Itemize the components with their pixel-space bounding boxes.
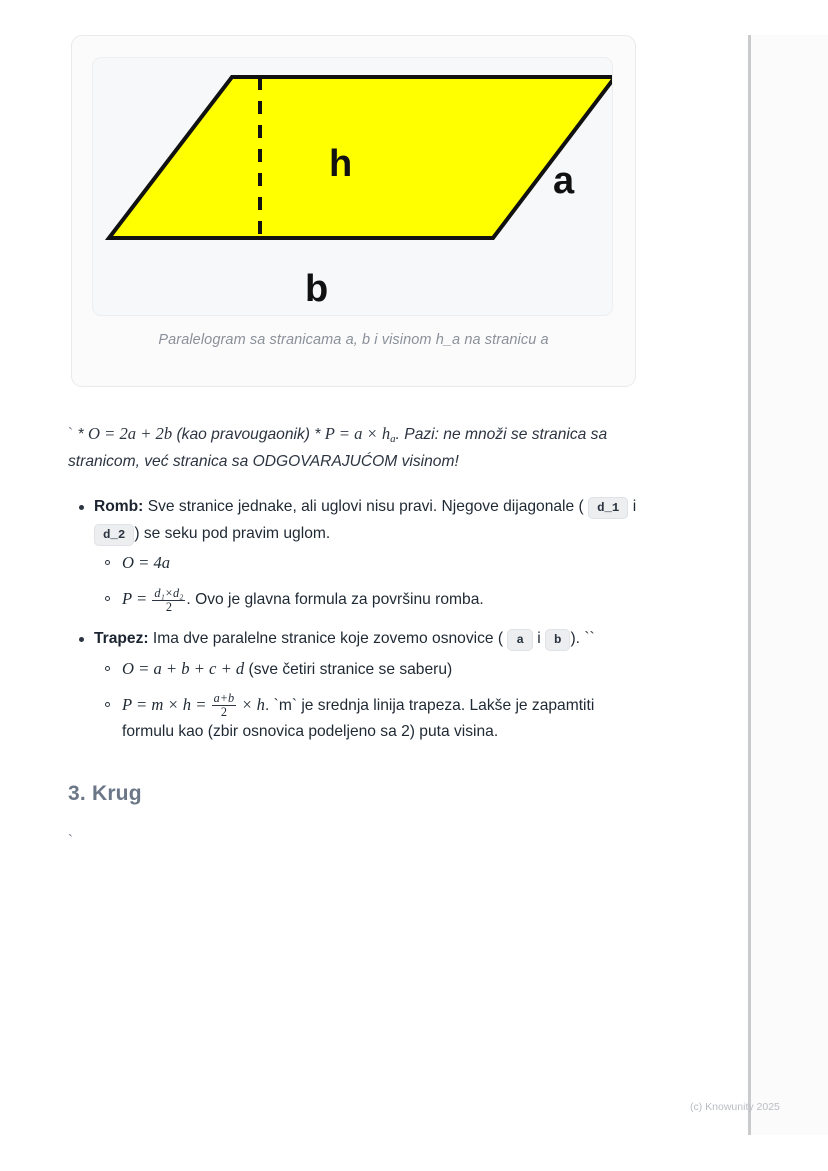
- trapez-label: Trapez:: [94, 629, 149, 647]
- shape-list: [68, 494, 646, 747]
- list-item-trapez: [68, 626, 646, 746]
- section-heading-krug: 3. Krug: [68, 782, 142, 806]
- intro-star-2: *: [314, 426, 321, 443]
- intro-note-rectangle: (kao pravougaonik): [176, 426, 310, 443]
- label-h: h: [329, 143, 353, 185]
- trapez-area-denominator: 2: [212, 705, 237, 719]
- chip-d2: d_2: [94, 524, 134, 546]
- romb-formula-area: [94, 585, 646, 614]
- romb-area-lhs: P =: [122, 589, 148, 609]
- figure-caption: Paralelogram sa stranicama a, b i visinom h_a na stranicu a: [158, 332, 549, 348]
- parallelogram-diagram: [93, 58, 612, 315]
- romb-area-math: [122, 585, 186, 614]
- romb-area-note: . Ovo je glavna formula za površinu romba.: [186, 591, 484, 609]
- figure-card: [71, 35, 636, 387]
- romb-area-denominator: 2: [152, 600, 185, 614]
- romb-text-before: Sve stranice jednake, ali uglovi nisu pravi. Njegove dijagonale (: [143, 497, 584, 515]
- right-scroll-rail[interactable]: [748, 35, 828, 1135]
- trapez-area-fraction: [212, 692, 237, 719]
- trapez-text-before: Ima dve paralelne stranice koje zovemo osnovice (: [148, 629, 504, 647]
- romb-formula-perimeter: [94, 549, 646, 578]
- intro-formula-area: $P = a \times h_a$: [324, 424, 396, 446]
- trapez-perimeter-note: (sve četiri stranice se saberu): [244, 660, 453, 678]
- parallelogram-shape: [109, 77, 612, 238]
- trapez-area-lhs: P = m × h =: [122, 694, 207, 714]
- chip-b: b: [545, 629, 570, 651]
- intro-backtick: `: [68, 426, 74, 443]
- romb-chip-separator: i: [632, 497, 637, 515]
- chip-a: a: [507, 629, 532, 651]
- trapez-area-numerator: a+b: [213, 690, 235, 705]
- figure-image-frame: [92, 57, 613, 316]
- trapez-perimeter-math: O = a + b + c + d: [122, 658, 245, 678]
- trapez-chip-separator: i: [537, 629, 541, 647]
- prose-body: [68, 420, 646, 854]
- label-b: b: [305, 268, 329, 310]
- romb-text-after: ) se seku pod pravim uglom.: [134, 524, 331, 542]
- romb-label: Romb:: [94, 497, 144, 515]
- intro-warning: . Pazi: ne množi se stranica sa stranicom, već stranica sa ODGOVARAJUĆOM visinom!: [68, 426, 608, 470]
- intro-formula-perimeter: O = 2a + 2b: [87, 424, 173, 443]
- intro-paragraph: [68, 420, 646, 476]
- intro-formula-area-subscript: a: [390, 433, 396, 446]
- trapez-area-rhs: × h: [241, 694, 265, 714]
- chip-d1: d_1: [588, 497, 628, 519]
- trapez-area-note: . `m` je srednja linija trapeza. Lakše je zapamtiti formulu kao (zbir osnovica podeljeno sa 2) puta visina.: [122, 696, 595, 741]
- romb-perimeter-math: O = 4a: [122, 553, 171, 573]
- trailing-backtick: `: [68, 832, 73, 850]
- footer-copyright: (c) Knowunity 2025: [690, 1101, 780, 1113]
- romb-formula-list: [94, 549, 646, 614]
- list-item-romb: [68, 494, 646, 614]
- trapez-text-after: ). ``: [570, 629, 595, 647]
- intro-star-1: *: [77, 426, 84, 443]
- romb-area-numerator: d₁×d₂: [154, 585, 184, 600]
- romb-area-fraction: [152, 587, 185, 614]
- trapez-formula-perimeter: [94, 655, 646, 684]
- trapez-formula-list: [94, 655, 646, 746]
- trapez-formula-area: [94, 691, 646, 747]
- label-a: a: [553, 160, 575, 202]
- trapez-area-math: [122, 690, 265, 719]
